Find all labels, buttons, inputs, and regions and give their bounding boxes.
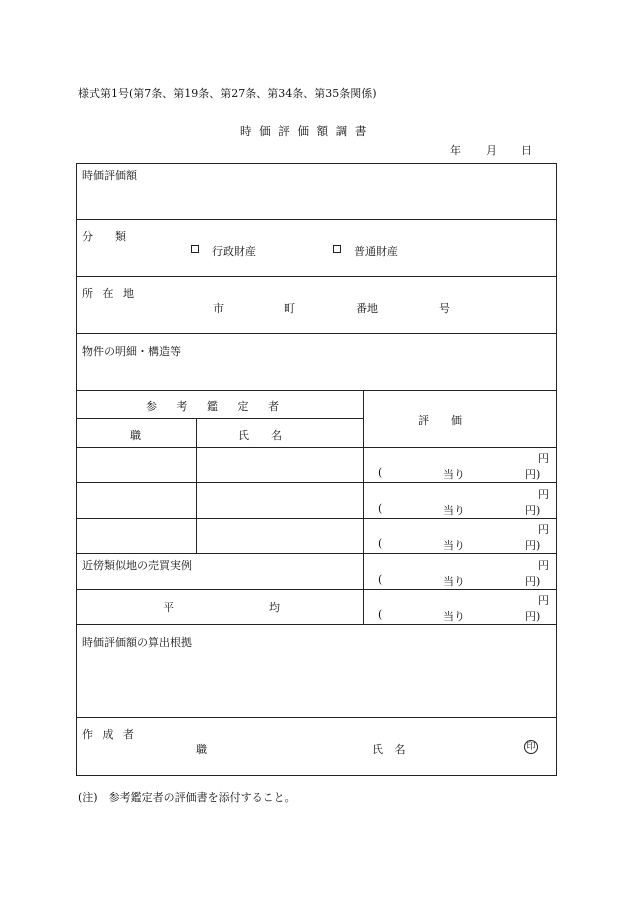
date-day-label: 日 [521,144,532,157]
yen-label: 円 [538,488,549,501]
preparer-label: 作 成 者 [82,728,137,741]
yen-label: 円 [538,452,549,465]
option-administrative-label: 行政財産 [212,245,256,258]
seal-mark-icon: 印 [524,740,538,754]
per-label: 当り [443,539,465,552]
town-label: 町 [284,302,295,315]
divider [76,717,557,718]
checkbox-administrative[interactable] [191,245,199,253]
date-year-label: 年 [450,144,461,157]
yen-close-label: 円) [525,539,541,552]
yen-label: 円 [538,523,549,536]
divider [76,333,557,334]
paren-open: ( [378,573,383,586]
yen-close-label: 円) [525,468,541,481]
number-label: 号 [439,302,450,315]
divider [76,482,557,483]
preparer-name-label: 氏 名 [372,743,410,756]
date-month-label: 月 [486,144,497,157]
average-label-right: 均 [269,601,280,614]
position-column-header: 職 [130,429,141,442]
divider [76,553,557,554]
divider [76,589,557,590]
lot-label: 番地 [356,302,378,315]
divider [76,219,557,220]
yen-label: 円 [538,559,549,572]
divider [76,276,557,277]
form-table [76,163,557,776]
yen-close-label: 円) [525,610,541,623]
divider [76,518,557,519]
name-column-header: 氏 名 [238,429,282,442]
paren-open: ( [378,537,383,550]
option-ordinary-label: 普通財産 [354,245,398,258]
paren-open: ( [378,502,383,515]
divider [196,418,197,553]
checkbox-ordinary[interactable] [333,245,341,253]
evaluation-header: 評 価 [418,414,462,427]
divider [76,418,363,419]
divider [76,624,557,625]
appraisers-header: 参 考 鑑 定 者 [146,400,287,413]
valuation-label: 時価評価額 [82,169,137,182]
divider [76,447,557,448]
yen-close-label: 円) [525,504,541,517]
divider [363,390,364,624]
footer-note: (注) 参考鑑定者の評価書を添付すること。 [78,791,296,804]
divider [76,390,557,391]
preparer-position-label: 職 [196,743,207,756]
yen-close-label: 円) [525,575,541,588]
average-label-left: 平 [163,601,174,614]
basis-label: 時価評価額の算出根拠 [82,636,192,649]
paren-open: ( [378,466,383,479]
per-label: 当り [443,468,465,481]
nearby-sales-label: 近傍類似地の売買実例 [82,559,192,572]
location-label: 所 在 地 [82,287,137,300]
per-label: 当り [443,504,465,517]
city-label: 市 [213,302,224,315]
per-label: 当り [443,610,465,623]
form-reference: 様式第1号(第7条、第19条、第27条、第34条、第35条関係) [78,87,377,100]
paren-open: ( [378,608,383,621]
details-label: 物件の明細・構造等 [82,345,181,358]
classification-label: 分 類 [82,230,126,243]
per-label: 当り [443,575,465,588]
document-title: 時 価 評 価 額 調 書 [240,124,369,138]
yen-label: 円 [538,594,549,607]
